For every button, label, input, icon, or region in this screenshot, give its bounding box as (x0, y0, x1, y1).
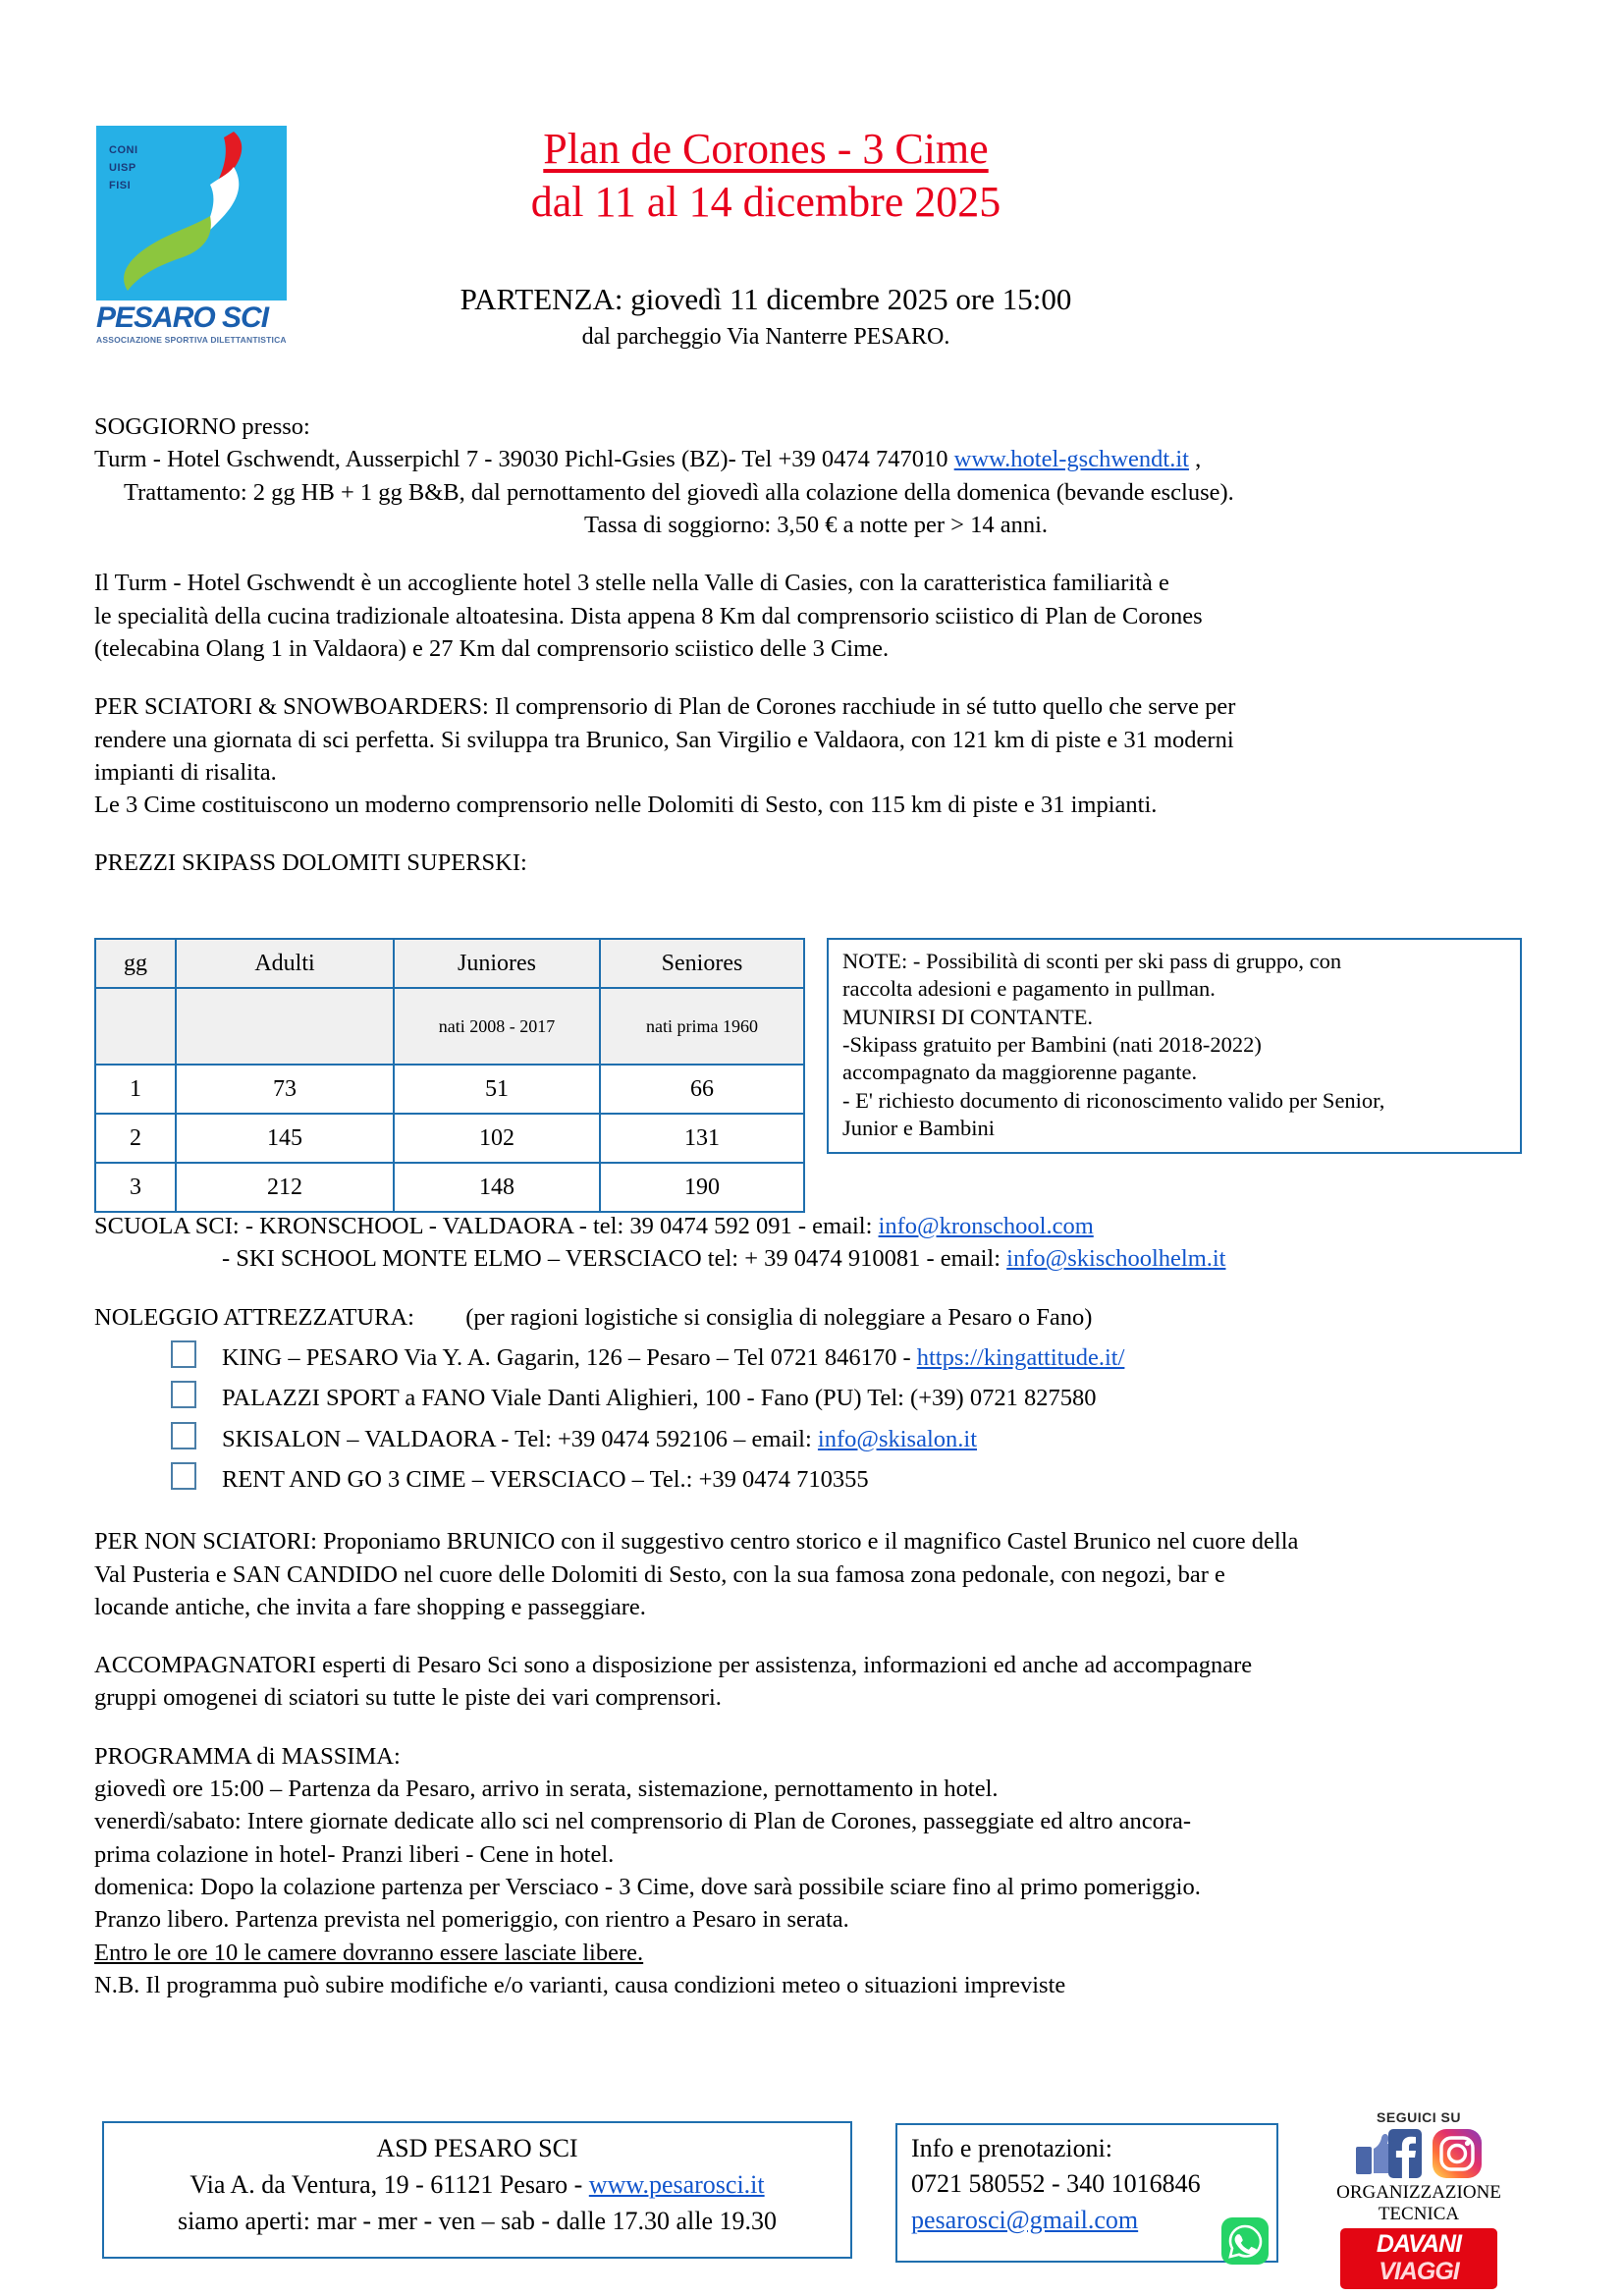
page-title (324, 123, 1208, 228)
title-line-2: dal 11 al 14 dicembre 2025 (530, 177, 1001, 226)
federation-fisi: FISI (109, 180, 132, 191)
footer (0, 2109, 1623, 2296)
king-website-link[interactable]: https://kingattitude.it/ (916, 1343, 1125, 1371)
whatsapp-icon[interactable] (1221, 2217, 1269, 2265)
club-name: ASD PESARO SCI (376, 2134, 578, 2162)
subheader-juniores: nati 2008 - 2017 (394, 988, 600, 1065)
subheader-adulti (176, 988, 394, 1065)
whatsapp-glyph (1221, 2217, 1269, 2265)
instagram-icon[interactable] (1430, 2127, 1485, 2180)
program-line-3: prima colazione in hotel- Pranzi liberi - Cene in hotel. (94, 1840, 615, 1868)
kronschool-email-link[interactable]: info@kronschool.com (878, 1213, 1094, 1239)
col-header-gg: gg (95, 939, 176, 988)
rental-item-text: PALAZZI SPORT a FANO Viale Danti Alighieri, 100 - Fano (PU) Tel: (+39) 0721 827580 (222, 1385, 1097, 1412)
rental-item-text: RENT AND GO 3 CIME – VERSCIACO – Tel.: +39 0474 710355 (222, 1465, 869, 1493)
table-header-row (95, 939, 804, 988)
program-line-1: giovedì ore 15:00 – Partenza da Pesaro, arrivo in serata, sistemazione, pernottamento in hotel. (94, 1776, 999, 1803)
list-item (94, 1338, 1538, 1374)
table-row (95, 1065, 804, 1114)
program-line-5: Pranzo libero. Partenza prevista nel pomeriggio, con rientro a Pesaro in serata. (94, 1906, 849, 1934)
booking-title: Info e prenotazioni: (911, 2134, 1113, 2162)
rental-heading: NOLEGGIO ATTREZZATURA: (94, 1303, 414, 1331)
booking-info-box (895, 2123, 1278, 2263)
ski-school-line-1 (94, 1210, 1538, 1242)
rental-heading-note: (per ragioni logistiche si consiglia di noleggiare a Pesaro o Fano) (465, 1303, 1093, 1331)
square-bullet-icon (171, 1381, 196, 1408)
cell-days: 2 (95, 1114, 176, 1163)
ski-school-text-1: SCUOLA SCI: - KRONSCHOOL - VALDAORA - tel: 39 0474 592 091 - email: (94, 1213, 879, 1239)
non-skiers-line-3: locande antiche, che invita a fare shopping e passeggiare. (94, 1593, 646, 1620)
note-line: - E' richiesto documento di riconoscimento valido per Senior, (842, 1087, 1385, 1113)
col-header-adulti: Adulti (176, 939, 394, 988)
treatment-line: Trattamento: 2 gg HB + 1 gg B&B, dal pernottamento del giovedì alla colazione della domenica (bevande escluse). (124, 478, 1234, 506)
list-item (94, 1378, 1538, 1414)
departure-line: PARTENZA: giovedì 11 dicembre 2025 ore 15:00 (460, 282, 1072, 316)
prices-and-notes (94, 938, 1538, 1213)
departure-place: dal parcheggio Via Nanterre PESARO. (581, 324, 950, 350)
non-skiers-line-2: Val Pusteria e SAN CANDIDO nel cuore delle Dolomiti di Sesto, con la sua famosa zona pedonale, con negozi, bar e (94, 1560, 1225, 1588)
program-line-4: domenica: Dopo la colazione partenza per Versciaco - 3 Cime, dove sarà possibile sciare fino al primo pomeriggio. (94, 1874, 1201, 1900)
pesaro-sci-logo (96, 126, 298, 356)
table-row (95, 1163, 804, 1212)
hotel-text-post: , (1188, 446, 1202, 473)
club-address: Via A. da Ventura, 19 - 61121 Pesaro - (189, 2169, 589, 2199)
club-info-box (102, 2121, 852, 2259)
logo-title: PESARO SCI (96, 301, 269, 334)
social-and-organizer (1296, 2109, 1542, 2289)
title-line-1: Plan de Corones - 3 Cime (543, 125, 989, 173)
square-bullet-icon (171, 1462, 196, 1490)
tourist-tax-line: Tassa di soggiorno: 3,50 € a notte per > 14 anni. (583, 511, 1049, 538)
guides-line-1: ACCOMPAGNATORI esperti di Pesaro Sci sono a disposizione per assistenza, informazioni ed anche ad accompagnare (94, 1652, 1253, 1679)
note-line: Junior e Bambini (842, 1116, 995, 1141)
hotel-text-pre: Turm - Hotel Gschwendt, Ausserpichl 7 - 39030 Pichl-Gsies (BZ)- Tel +39 0474 747010 (94, 446, 954, 473)
skischoolhelm-email-link[interactable]: info@skischoolhelm.it (1006, 1245, 1226, 1273)
cell-adulti: 73 (176, 1065, 394, 1114)
rental-item-text: KING – PESARO Via Y. A. Gagarin, 126 – Pesaro – Tel 0721 846170 - (222, 1343, 917, 1371)
note-line: -Skipass gratuito per Bambini (nati 2018-2022) (842, 1032, 1262, 1058)
program-heading: PROGRAMMA di MASSIMA: (94, 1742, 401, 1770)
hotel-description-line-2: le specialità della cucina tradizionale altoatesina. Dista appena 8 Km dal comprensorio sciistico di Plan de Corones (94, 602, 1203, 629)
organizer-name-line-1: DAVANI (1376, 2230, 1462, 2258)
note-line: accompagnato da maggiorenne pagante. (842, 1060, 1198, 1085)
club-address-line (104, 2167, 850, 2204)
cell-adulti: 145 (176, 1114, 394, 1163)
ski-school-text-2: - SKI SCHOOL MONTE ELMO – VERSCIACO tel: + 39 0474 910081 - email: (222, 1245, 1007, 1273)
note-line: NOTE: - Possibilità di sconti per ski pass di gruppo, con (842, 949, 1342, 973)
col-header-juniores: Juniores (394, 939, 600, 988)
hotel-description-line-3: (telecabina Olang 1 in Valdaora) e 27 Km dal comprensorio sciistico delle 3 Cime. (94, 634, 890, 662)
body-content (94, 410, 1538, 880)
list-item (94, 1419, 1538, 1455)
checkout-notice-text: Entro le ore 10 le camere dovranno essere lasciate libere. (94, 1939, 644, 1966)
col-header-seniores: Seniores (600, 939, 804, 988)
cell-days: 1 (95, 1065, 176, 1114)
federation-coni: CONI (109, 144, 138, 156)
note-line: raccolta adesioni e pagamento in pullman. (842, 976, 1216, 1002)
organizer-label: ORGANIZZAZIONE TECNICA (1336, 2182, 1501, 2224)
cell-days: 3 (95, 1163, 176, 1212)
cell-adulti: 212 (176, 1163, 394, 1212)
program-disclaimer: N.B. Il programma può subire modifiche e/o varianti, causa condizioni meteo o situazioni impreviste (94, 1971, 1066, 1998)
club-hours: siamo aperti: mar - mer - ven – sab - dalle 17.30 alle 19.30 (177, 2206, 778, 2235)
notes-box (827, 938, 1522, 1154)
table-row (95, 1114, 804, 1163)
square-bullet-icon (171, 1422, 196, 1449)
hotel-description-line-1: Il Turm - Hotel Gschwendt è un accogliente hotel 3 stelle nella Valle di Casies, con la caratteristica familiarità e (94, 570, 1169, 597)
cell-juniores: 148 (394, 1163, 600, 1212)
cell-seniores: 66 (600, 1065, 804, 1114)
checkout-notice (94, 1937, 1538, 1969)
club-website-link[interactable]: www.pesarosci.it (588, 2169, 765, 2199)
rental-list (94, 1338, 1538, 1496)
note-line: MUNIRSI DI CONTANTE. (842, 1004, 1094, 1029)
lower-body-content (94, 1210, 1538, 2001)
cell-juniores: 51 (394, 1065, 600, 1114)
square-bullet-icon (171, 1340, 196, 1368)
subheader-seniores: nati prima 1960 (600, 988, 804, 1065)
skiers-line-4: Le 3 Cime costituiscono un moderno comprensorio nelle Dolomiti di Sesto, con 115 km di piste e 31 impianti. (94, 792, 1158, 819)
facebook-icon[interactable] (1353, 2127, 1424, 2180)
cell-seniores: 131 (600, 1114, 804, 1163)
table-subheader-row (95, 988, 804, 1065)
subheader-gg (95, 988, 176, 1065)
ski-trail-icon (96, 126, 287, 301)
rental-item-text: SKISALON – VALDAORA - Tel: +39 0474 592106 – email: (222, 1425, 818, 1452)
social-icons (1296, 2127, 1542, 2180)
program-line-2: venerdì/sabato: Intere giornate dedicate allo sci nel comprensorio di Plan de Corones, passeggiate ed altro ancora- (94, 1808, 1192, 1835)
cell-juniores: 102 (394, 1114, 600, 1163)
davani-viaggi-logo (1340, 2228, 1497, 2289)
logo-subtitle: ASSOCIAZIONE SPORTIVA DILETTANTISTICA (96, 335, 287, 345)
skipass-price-table (94, 938, 805, 1213)
booking-email-link[interactable]: pesarosci@gmail.com (911, 2205, 1139, 2234)
skisalon-email-link[interactable]: info@skisalon.it (817, 1425, 977, 1452)
hotel-line (94, 443, 1538, 475)
logo-badge (96, 126, 287, 301)
organizer-name-line-2: VIAGGI (1379, 2258, 1459, 2285)
skiers-line-3: impianti di risalita. (94, 758, 277, 786)
cell-seniores: 190 (600, 1163, 804, 1212)
guides-line-2: gruppi omogenei di sciatori su tutte le piste dei vari comprensori. (94, 1684, 722, 1712)
follow-label: SEGUICI SU (1377, 2109, 1461, 2125)
header (0, 0, 1623, 350)
stay-heading: SOGGIORNO presso: (94, 413, 310, 440)
federation-uisp: UISP (109, 162, 136, 174)
non-skiers-line-1: PER NON SCIATORI: Proponiamo BRUNICO con il suggestivo centro storico e il magnifico Castel Brunico nel cuore della (94, 1528, 1299, 1556)
prices-heading: PREZZI SKIPASS DOLOMITI SUPERSKI: (94, 849, 527, 877)
skiers-line-2: rendere una giornata di sci perfetta. Si sviluppa tra Brunico, San Virgilio e Valdaora, con 121 km di piste e 31 moderni (94, 726, 1234, 753)
list-item (94, 1459, 1538, 1496)
booking-phones: 0721 580552 - 340 1016846 (911, 2169, 1201, 2199)
ski-school-line-2 (94, 1242, 1538, 1275)
skiers-line-1: PER SCIATORI & SNOWBOARDERS: Il comprensorio di Plan de Corones racchiude in sé tutto quello che serve per (94, 693, 1236, 721)
rental-heading-line (94, 1301, 1538, 1334)
hotel-website-link[interactable]: www.hotel-gschwendt.it (953, 446, 1189, 473)
